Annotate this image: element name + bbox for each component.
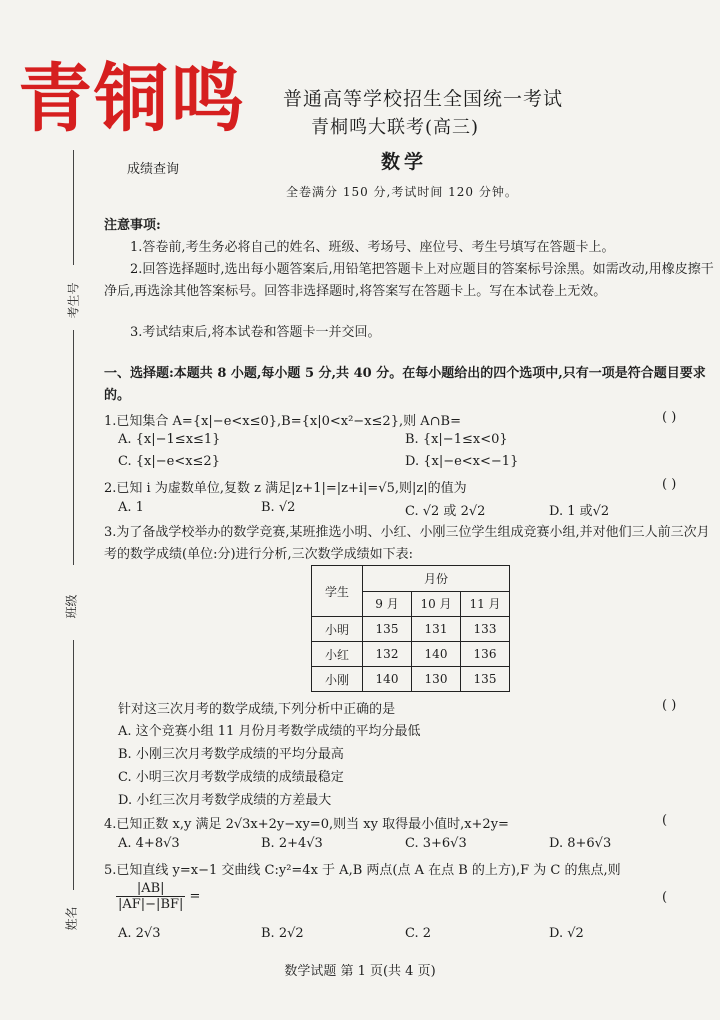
- table-cell: 135: [363, 617, 412, 642]
- answer-paren: (: [662, 890, 668, 905]
- question-4-stem: 4.已知正数 x,y 满足 2√3x+2y−xy=0,则当 xy 取得最小值时,x+2y=: [104, 817, 509, 832]
- q4-option-a: A. 4+8√3: [118, 836, 180, 851]
- q3-option-a: A. 这个竞赛小组 11 月份月考数学成绩的平均分最低: [118, 724, 421, 739]
- q3-option-d: D. 小红三次月考数学成绩的方差最大: [118, 793, 332, 808]
- table-row: [312, 667, 510, 692]
- table-cell-name: 小红: [312, 642, 363, 667]
- q1-option-b: B. {x|−1≤x<0}: [405, 432, 508, 447]
- exam-subtitle: 青桐鸣大联考(高三): [311, 117, 480, 138]
- margin-line: [73, 640, 74, 890]
- table-cell: 140: [412, 642, 461, 667]
- table-cell: 133: [461, 617, 510, 642]
- score-query-label: 成绩查询: [127, 162, 180, 177]
- answer-paren: ( ): [662, 477, 677, 492]
- table-row: [312, 642, 510, 667]
- question-5-stem: 5.已知直线 y=x−1 交曲线 C:y²=4x 于 A,B 两点(点 A 在点 B 的上方),F 为 C 的焦点,则: [104, 863, 621, 878]
- watermark-logo: 青铜鸣: [18, 56, 246, 142]
- section-heading: 一、选择题:本题共 8 小题,每小题 5 分,共 40 分。在每小题给出的四个选项中,只有一项是符合题目要求的。: [104, 366, 706, 403]
- table-cell-name: 小刚: [312, 667, 363, 692]
- fraction-denominator: |AF|−|BF|: [118, 897, 184, 912]
- q5-option-a: A. 2√3: [118, 926, 161, 941]
- scores-table: [311, 565, 510, 692]
- page-footer: 数学试题 第 1 页(共 4 页): [284, 964, 436, 979]
- q4-option-b: B. 2+4√3: [261, 836, 323, 851]
- q5-option-d: D. √2: [549, 926, 584, 941]
- margin-line: [73, 330, 74, 565]
- notice-item: 2.回答选择题时,选出每小题答案后,用铅笔把答题卡上对应题目的答案标号涂黑。如需改动,用橡皮擦干净后,再选涂其他答案标号。回答非选择题时,将答案写在答题卡上。写在本试卷上无效。: [104, 262, 714, 299]
- exam-number-label: 考生号: [66, 282, 81, 319]
- q1-option-d: D. {x|−e<x<−1}: [405, 454, 519, 469]
- notice-heading: 注意事项:: [104, 218, 161, 233]
- table-cell: 132: [363, 642, 412, 667]
- question-1-stem: 1.已知集合 A={x|−e<x≤0},B={x|0<x²−x≤2},则 A∩B=: [104, 414, 461, 429]
- question-2-stem: 2.已知 i 为虚数单位,复数 z 满足|z+1|=|z+i|=√5,则|z|的值为: [104, 481, 467, 496]
- table-header-cell: 10 月: [412, 591, 461, 617]
- q2-option-c: C. √2 或 2√2: [405, 504, 486, 519]
- q2-option-b: B. √2: [261, 500, 296, 515]
- question-5-fraction: [116, 881, 200, 912]
- answer-paren: ( ): [662, 410, 677, 425]
- class-label: 班级: [64, 594, 79, 619]
- score-info: 全卷满分 150 分,考试时间 120 分钟。: [286, 185, 518, 199]
- subject-title: 数学: [381, 151, 428, 173]
- table-cell: 140: [363, 667, 412, 692]
- notice-item: 1.答卷前,考生务必将自己的姓名、班级、考场号、座位号、考生号填写在答题卡上。: [130, 240, 615, 255]
- notice-item: 3.考试结束后,将本试卷和答题卡一并交回。: [130, 325, 381, 340]
- q1-option-a: A. {x|−1≤x≤1}: [118, 432, 221, 447]
- fraction-numerator: |AB|: [116, 881, 185, 897]
- q3-option-c: C. 小明三次月考数学成绩的成绩最稳定: [118, 770, 344, 785]
- q4-option-d: D. 8+6√3: [549, 836, 612, 851]
- question-3-stem: 3.为了备战学校举办的数学竞赛,某班推选小明、小红、小刚三位学生组成竞赛小组,并对他们三人前三次月考的数学成绩(单位:分)进行分析,三次数学成绩如下表:: [104, 525, 710, 562]
- table-header-month: 月份: [363, 566, 510, 592]
- table-cell: 131: [412, 617, 461, 642]
- table-header-student: 学生: [312, 566, 363, 617]
- q1-option-c: C. {x|−e<x≤2}: [118, 454, 220, 469]
- exam-title: 普通高等学校招生全国统一考试: [283, 88, 564, 110]
- table-cell-name: 小明: [312, 617, 363, 642]
- name-label: 姓名: [64, 906, 79, 931]
- fraction: [116, 881, 185, 912]
- margin-line: [73, 150, 74, 265]
- fraction-tail: =: [189, 889, 201, 904]
- table-cell: 130: [412, 667, 461, 692]
- table-cell: 135: [461, 667, 510, 692]
- question-3-ask: 针对这三次月考的数学成绩,下列分析中正确的是: [118, 702, 396, 717]
- q3-option-b: B. 小刚三次月考数学成绩的平均分最高: [118, 747, 344, 762]
- q2-option-a: A. 1: [118, 500, 144, 515]
- answer-paren: (: [662, 813, 668, 828]
- table-cell: 136: [461, 642, 510, 667]
- answer-paren: ( ): [662, 698, 677, 713]
- q2-option-d: D. 1 或√2: [549, 504, 610, 519]
- table-header-cell: 11 月: [461, 591, 510, 617]
- table-row: [312, 617, 510, 642]
- table-header-cell: 9 月: [363, 591, 412, 617]
- q4-option-c: C. 3+6√3: [405, 836, 467, 851]
- q5-option-c: C. 2: [405, 926, 432, 941]
- q5-option-b: B. 2√2: [261, 926, 304, 941]
